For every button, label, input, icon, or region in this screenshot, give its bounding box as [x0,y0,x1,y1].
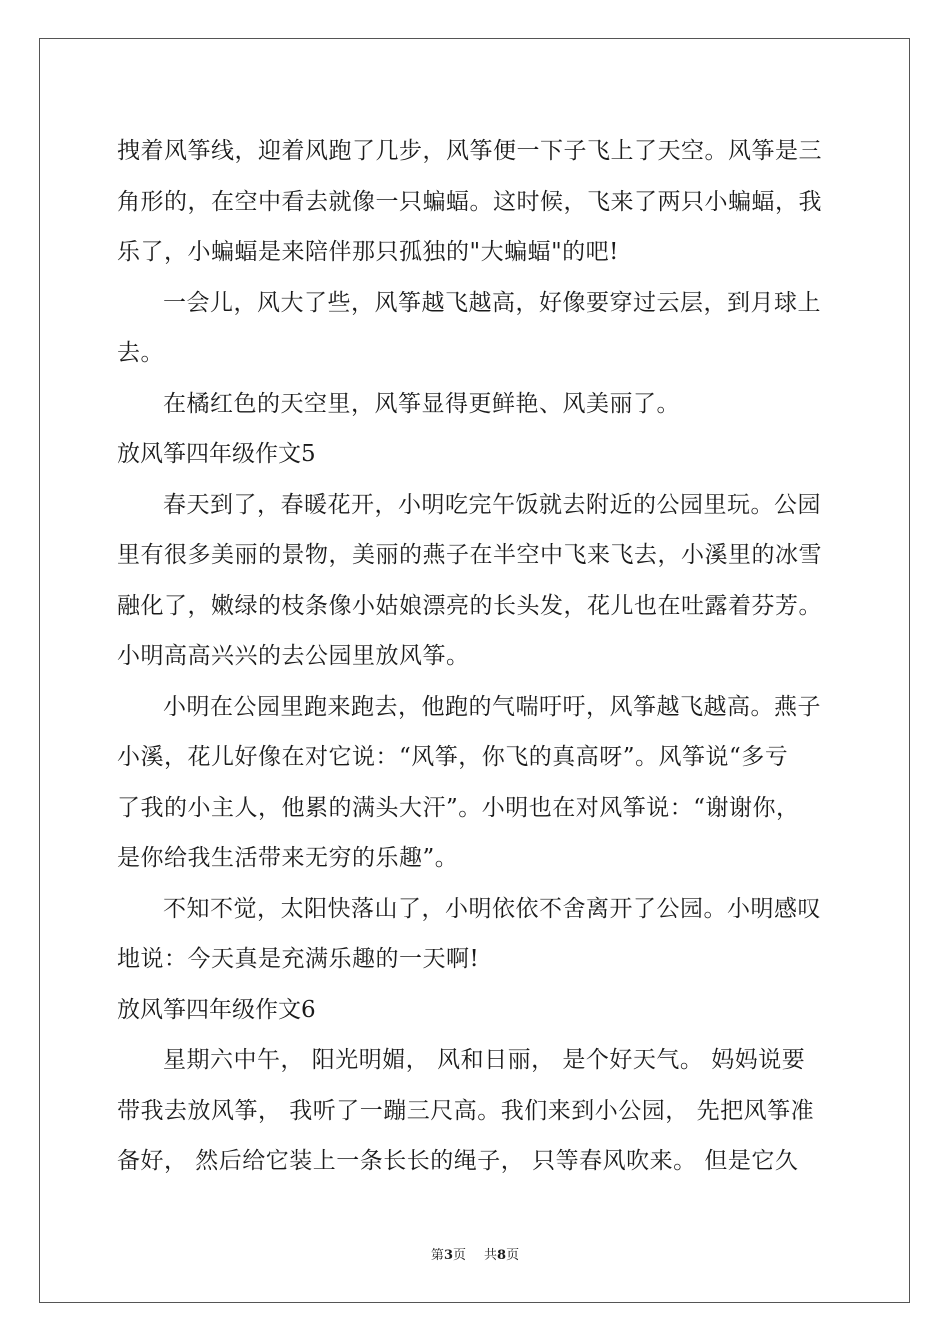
text-line: 带我去放风筝， 我听了一蹦三尺高。我们来到小公园， 先把风筝准 [117,1097,815,1124]
document-body [117,126,835,1187]
text-line: 乐了，小蝙蝠是来陪伴那只孤独的"大蝙蝠"的吧! [117,239,619,265]
text-line: 拽着风筝线，迎着风跑了几步，风筝便一下子飞上了天空。风筝是三 [117,138,822,164]
text-line: 小明高高兴兴的去公园里放风筝。 [117,643,470,669]
page-total-suffix: 页 [506,1248,520,1263]
text-line: 融化了，嫩绿的枝条像小姑娘漂亮的长头发，花儿也在吐露着芬芳。 [117,592,822,619]
page-number-total: 8 [497,1248,507,1263]
page-total-prefix: 共 [484,1248,498,1263]
text-line: 小溪，花儿好像在对它说：“风筝，你飞的真高呀”。风筝说“多亏 [117,744,789,770]
text-line: 角形的，在空中看去就像一只蝙蝠。这时候，飞来了两只小蝙蝠，我 [117,188,822,215]
page-number-suffix: 页 [452,1248,466,1263]
page-number-prefix: 第 [430,1248,444,1263]
text-line: 星期六中午， 阳光明媚， 风和日丽， 是个好天气。 妈妈说要 [163,1047,806,1073]
text-line: 不知不觉，太阳快落山了，小明依依不舍离开了公园。小明感叹 [163,895,821,922]
text-line: 小明在公园里跑来跑去，他跑的气喘吁吁，风筝越飞越高。燕子 [163,693,821,720]
section-heading: 放风筝四年级作文6 [117,996,316,1023]
text-line: 了我的小主人，他累的满头大汗”。小明也在对风筝说：“谢谢你， [117,794,800,821]
text-line: 在橘红色的天空里，风筝显得更鲜艳、风美丽了。 [163,390,680,417]
text-line: 是你给我生活带来无穷的乐趣”。 [117,845,459,871]
text-line: 去。 [117,340,164,366]
text-line: 里有很多美丽的景物，美丽的燕子在半空中飞来飞去，小溪里的冰雪 [117,542,822,568]
page-footer [0,1244,950,1263]
page-number-current: 3 [443,1248,453,1263]
text-line: 春天到了，春暖花开，小明吃完午饭就去附近的公园里玩。公园 [163,491,821,518]
section-heading: 放风筝四年级作文5 [117,441,316,467]
text-line: 备好， 然后给它装上一条长长的绳子， 只等春风吹来。 但是它久 [117,1148,799,1174]
text-line: 一会儿，风大了些，风筝越飞越高，好像要穿过云层，到月球上 [163,289,821,316]
text-line: 地说：今天真是充满乐趣的一天啊! [117,946,480,972]
